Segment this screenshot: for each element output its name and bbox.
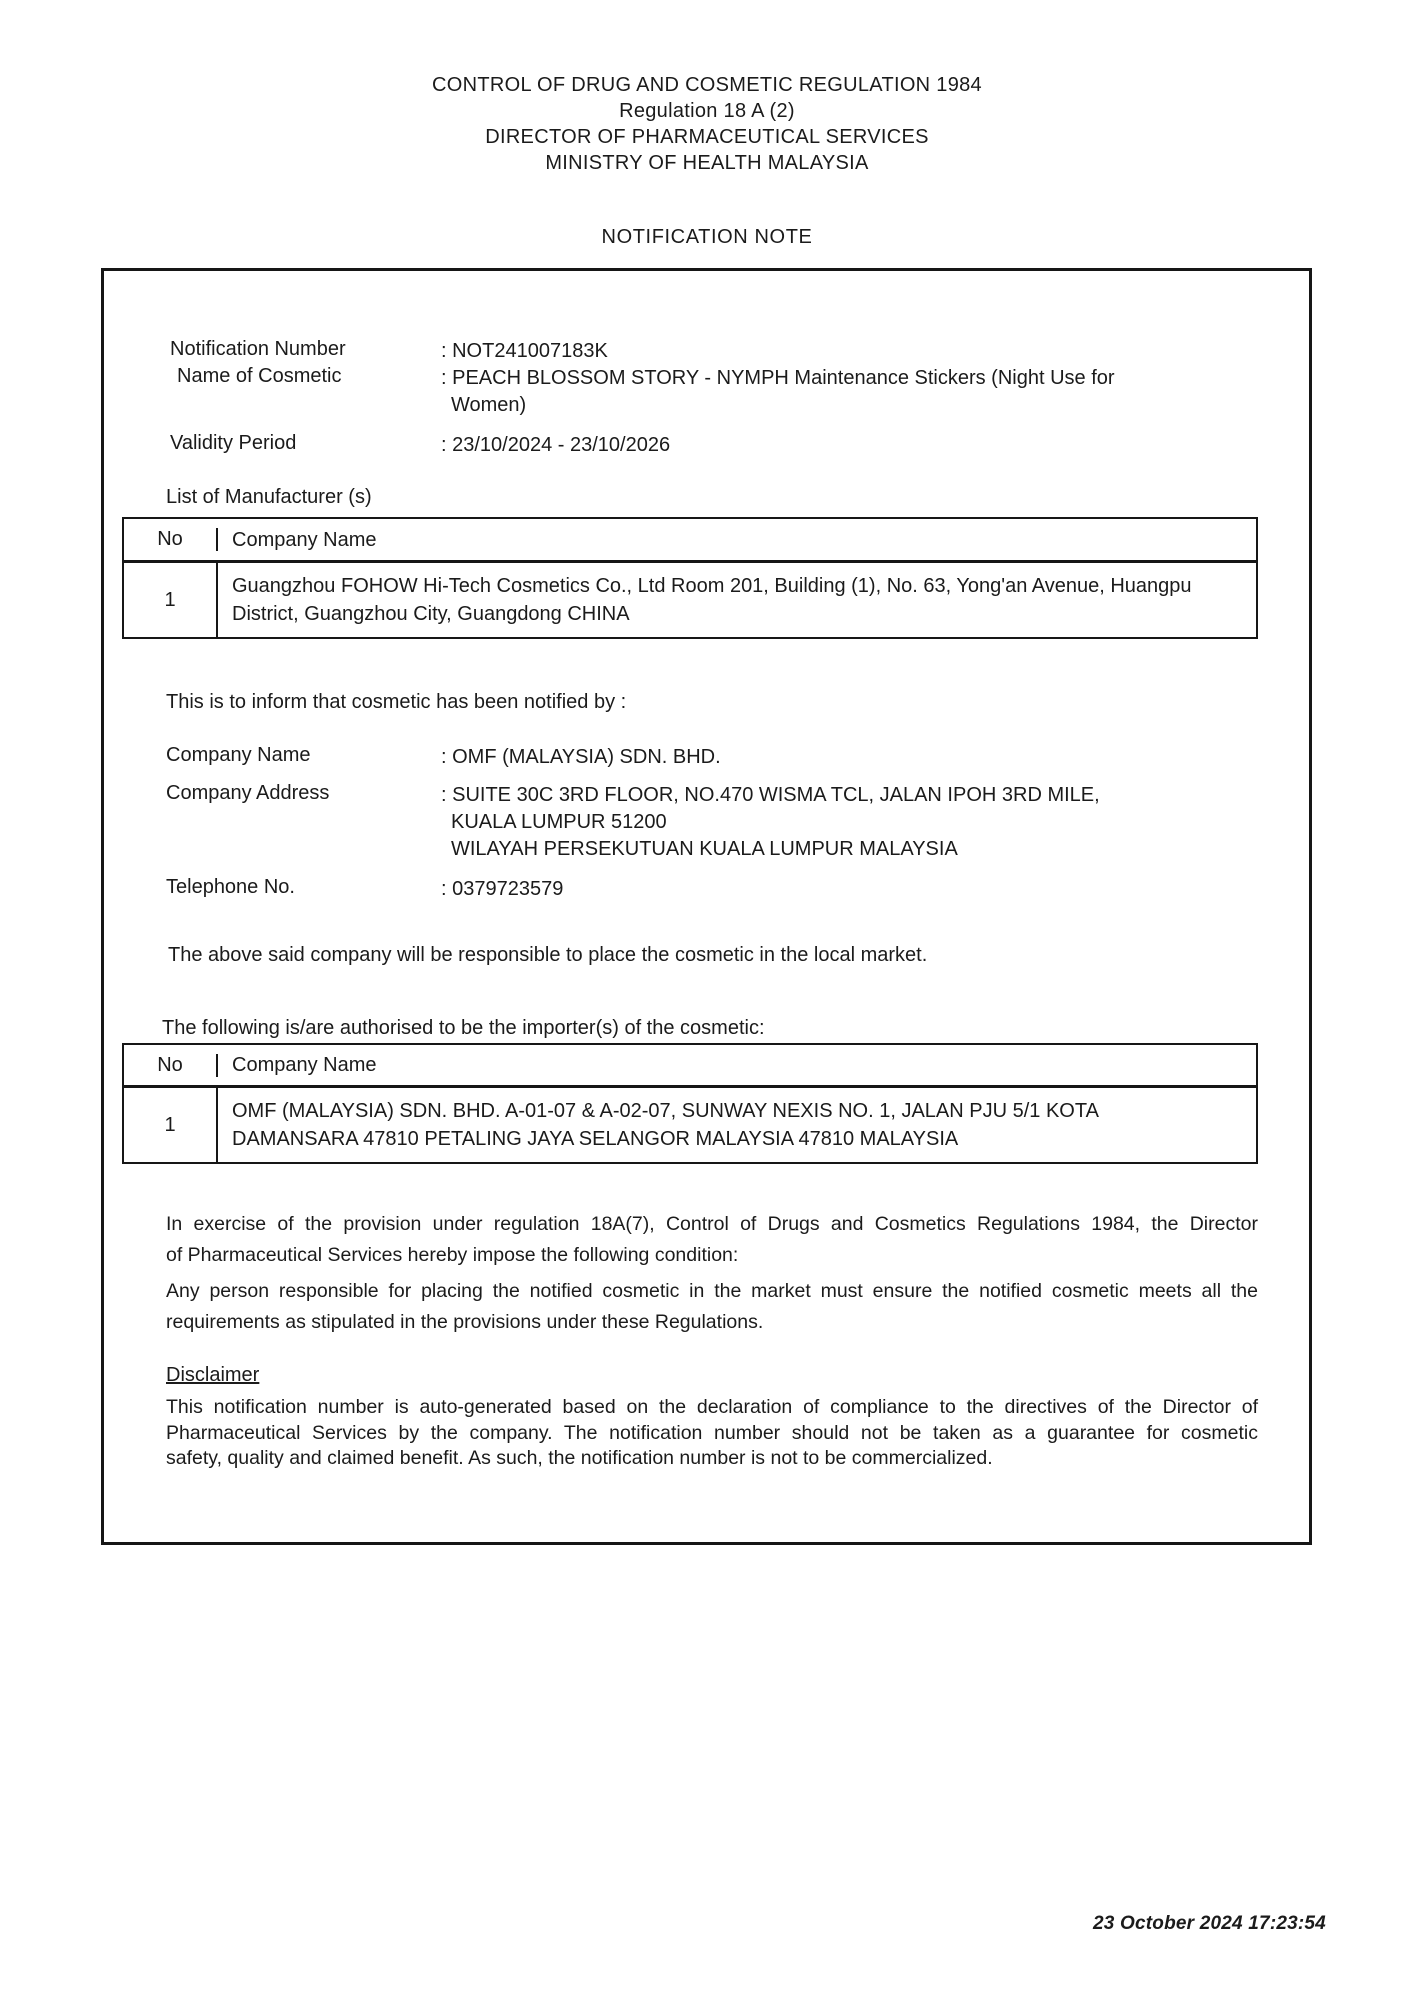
letterhead-line-regulation-act: CONTROL OF DRUG AND COSMETIC REGULATION 1984 — [432, 74, 982, 96]
letterhead-line-director: DIRECTOR OF PHARMACEUTICAL SERVICES — [485, 126, 929, 148]
responsibility-note: The above said company will be responsible to place the cosmetic in the local market. — [168, 944, 928, 966]
letterhead-line-regulation-clause: Regulation 18 A (2) — [619, 100, 795, 122]
manufacturer-company-line: District, Guangzhou City, Guangdong CHINA — [232, 603, 630, 625]
manufacturer-table-header-row — [124, 519, 1256, 563]
company-name-label: Company Name — [166, 744, 311, 766]
importer-row-company — [218, 1088, 1256, 1162]
notified-by-intro: This is to inform that cosmetic has been notified by : — [166, 691, 627, 713]
content-border-box — [101, 268, 1312, 1545]
company-address-line: KUALA LUMPUR 51200 — [451, 811, 667, 833]
importer-company-line: OMF (MALAYSIA) SDN. BHD. A-01-07 & A-02-07, SUNWAY NEXIS NO. 1, JALAN PJU 5/1 KOTA — [232, 1100, 1099, 1122]
condition-paragraph-1 — [166, 1209, 1258, 1271]
cosmetic-name-value-line: : PEACH BLOSSOM STORY - NYMPH Maintenance Stickers (Night Use for — [441, 367, 1115, 389]
company-address-value — [441, 782, 1261, 863]
disclaimer-line: This notification number is auto-generated based on the declaration of compliance to the directives of the Director of — [166, 1396, 1258, 1418]
condition-paragraph-1-line: of Pharmaceutical Services hereby impose the following condition: — [166, 1244, 739, 1266]
letterhead — [0, 72, 1414, 176]
disclaimer-paragraph — [166, 1395, 1258, 1472]
letterhead-line-ministry: MINISTRY OF HEALTH MALAYSIA — [545, 152, 869, 174]
table-row — [124, 563, 1256, 637]
telephone-label: Telephone No. — [166, 876, 295, 898]
company-address-label: Company Address — [166, 782, 330, 804]
cosmetic-name-value-line: Women) — [451, 394, 527, 416]
condition-paragraph-2 — [166, 1276, 1258, 1338]
manufacturer-table — [122, 517, 1258, 639]
importer-table-header-row — [124, 1045, 1256, 1088]
manufacturer-row-no: 1 — [124, 563, 218, 637]
importer-header-no: No — [124, 1054, 218, 1077]
importer-header-company: Company Name — [232, 1054, 377, 1076]
condition-paragraph-2-line: Any person responsible for placing the notified cosmetic in the market must ensure the notified cosmetic meets all the — [166, 1280, 1258, 1302]
importer-row-no: 1 — [124, 1088, 218, 1162]
validity-period-label: Validity Period — [170, 432, 297, 454]
condition-paragraph-2-line: requirements as stipulated in the provisions under these Regulations. — [166, 1311, 764, 1333]
manufacturer-company-line: Guangzhou FOHOW Hi-Tech Cosmetics Co., Ltd Room 201, Building (1), No. 63, Yong'an Avenue, Huangpu — [232, 575, 1192, 597]
company-address-line: WILAYAH PERSEKUTUAN KUALA LUMPUR MALAYSIA — [451, 838, 958, 860]
manufacturer-section-title: List of Manufacturer (s) — [166, 486, 372, 508]
manufacturer-header-company: Company Name — [232, 528, 377, 551]
cosmetic-name-value — [441, 365, 1231, 419]
notification-number-label: Notification Number — [170, 338, 346, 360]
company-address-line: : SUITE 30C 3RD FLOOR, NO.470 WISMA TCL, JALAN IPOH 3RD MILE, — [441, 784, 1100, 806]
importer-company-line: DAMANSARA 47810 PETALING JAYA SELANGOR MALAYSIA 47810 MALAYSIA — [232, 1128, 959, 1150]
company-name-value: : OMF (MALAYSIA) SDN. BHD. — [441, 746, 721, 768]
disclaimer-line: Pharmaceutical Services by the company. The notification number should not be taken as a guarantee for cosmetic — [166, 1421, 1258, 1444]
cosmetic-name-label: Name of Cosmetic — [177, 365, 342, 387]
disclaimer-title: Disclaimer — [166, 1364, 260, 1386]
importer-table — [122, 1043, 1258, 1164]
condition-paragraph-1-line: In exercise of the provision under regulation 18A(7), Control of Drugs and Cosmetics Regulations 1984, the Director — [166, 1213, 1258, 1235]
validity-period-value: : 23/10/2024 - 23/10/2026 — [441, 434, 671, 456]
telephone-value: : 0379723579 — [441, 878, 564, 900]
manufacturer-header-no: No — [124, 528, 218, 551]
table-row — [124, 1088, 1256, 1162]
notification-number-value: : NOT241007183K — [441, 340, 608, 362]
generated-timestamp: 23 October 2024 17:23:54 — [1093, 1913, 1326, 1934]
page-title: NOTIFICATION NOTE — [601, 226, 813, 248]
manufacturer-row-company — [218, 563, 1256, 637]
importer-intro: The following is/are authorised to be the importer(s) of the cosmetic: — [162, 1017, 765, 1039]
disclaimer-line: safety, quality and claimed benefit. As such, the notification number is not to be commercialized. — [166, 1447, 993, 1469]
